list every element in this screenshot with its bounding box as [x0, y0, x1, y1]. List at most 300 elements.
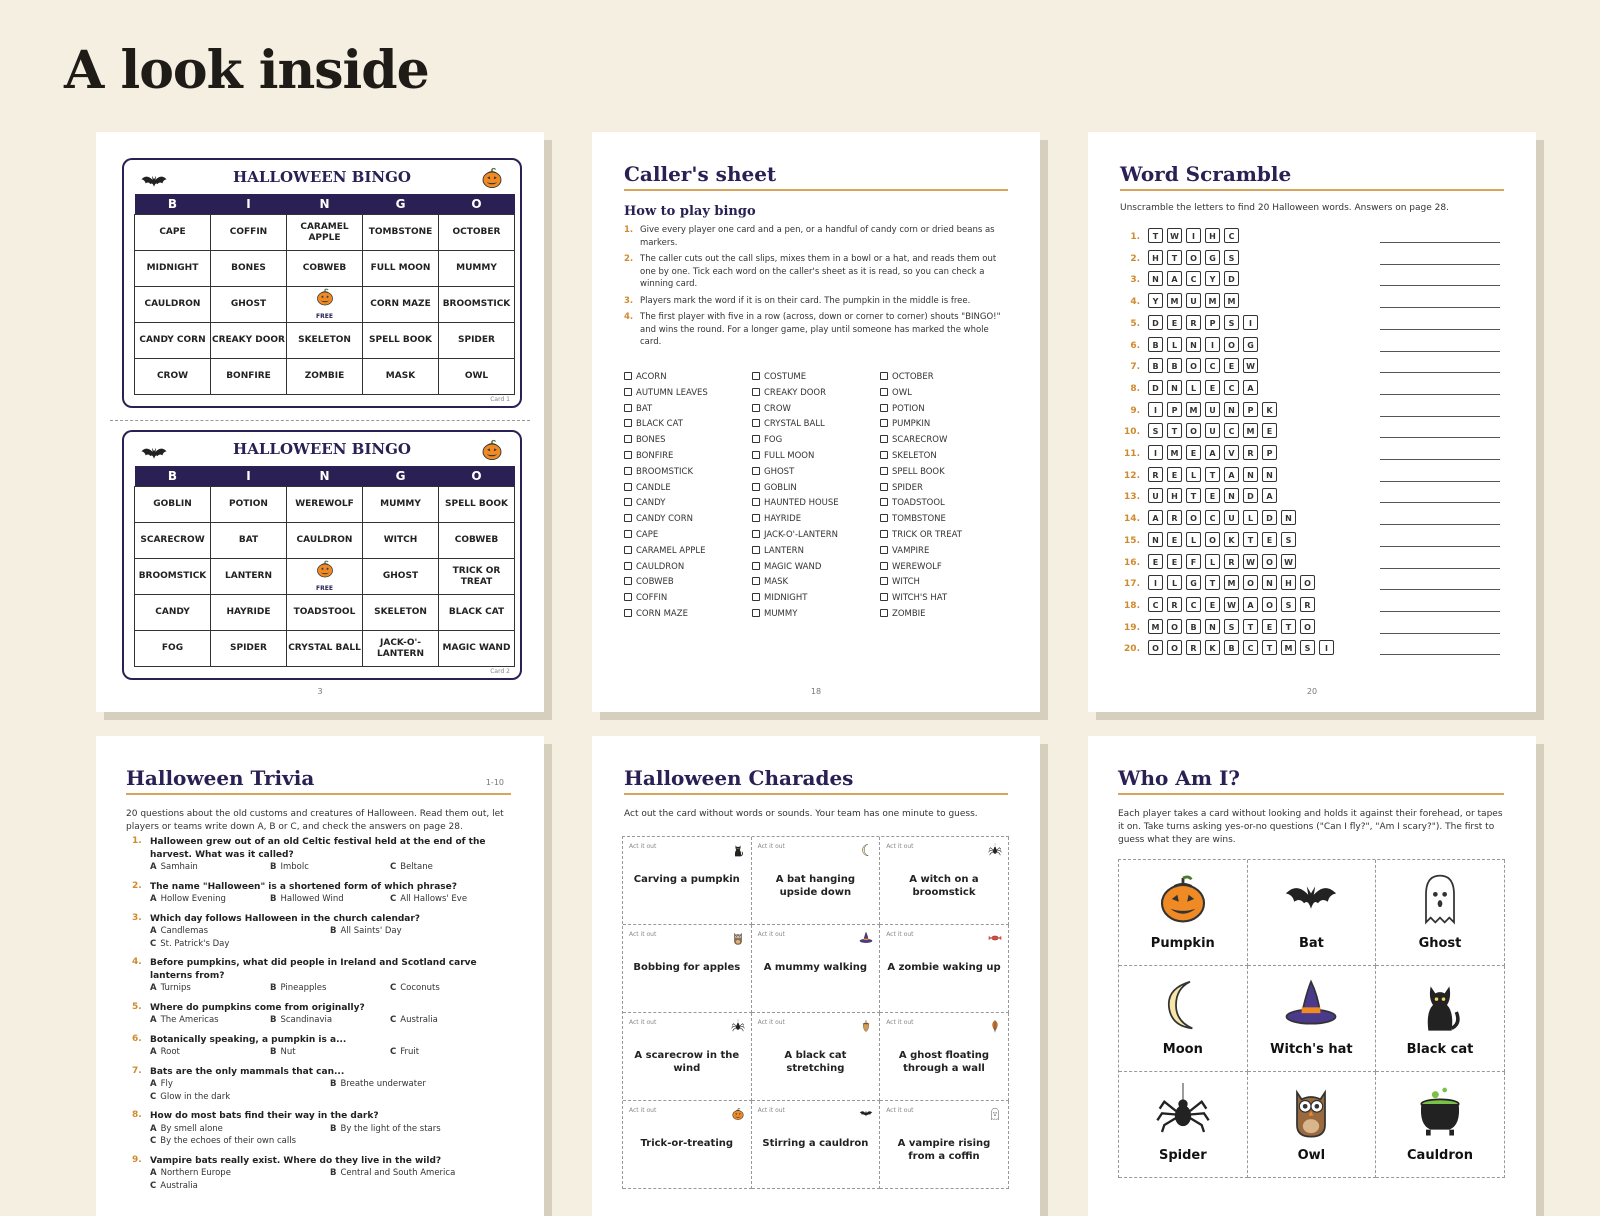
charade-card — [880, 925, 1009, 1013]
answer-option — [270, 1046, 390, 1059]
scramble-number: 2. — [1130, 253, 1140, 264]
checkbox-icon — [752, 498, 760, 506]
checkbox-icon — [880, 593, 888, 601]
checklist-item — [752, 404, 874, 420]
cat-icon — [1412, 977, 1468, 1033]
letter-tile: M — [1243, 423, 1258, 438]
checkbox-icon — [624, 435, 632, 443]
bat-icon — [1283, 871, 1339, 927]
option-text: The Americas — [160, 1015, 219, 1025]
option-text: Central and South America — [340, 1168, 456, 1178]
trivia-page-preview — [96, 736, 544, 1216]
checklist-word: ACORN — [636, 372, 667, 382]
charade-card — [880, 837, 1009, 925]
letter-tiles — [1148, 358, 1262, 377]
word-checklist-column — [624, 372, 746, 625]
scramble-number: 8. — [1130, 383, 1140, 394]
letter-tile: P — [1243, 402, 1258, 417]
letter-tile: Y — [1148, 293, 1163, 308]
checkbox-icon — [880, 514, 888, 522]
letter-tile: C — [1186, 597, 1201, 612]
page-number: 3 — [317, 687, 323, 696]
answer-option — [150, 982, 270, 995]
option-letter: A — [150, 1015, 157, 1025]
who-am-i-card — [1119, 860, 1248, 966]
charade-text: Carving a pumpkin — [633, 874, 740, 885]
question-number: 8. — [132, 1110, 142, 1120]
checklist-word: MAGIC WAND — [764, 561, 822, 572]
option-text: Australia — [160, 1180, 198, 1191]
who-am-i-card — [1248, 860, 1377, 966]
letter-tile: A — [1148, 510, 1163, 525]
bingo-cell: CANDY — [135, 595, 211, 631]
checklist-item — [624, 388, 746, 404]
checklist-item — [752, 435, 874, 451]
letter-tile: P — [1167, 402, 1182, 417]
bingo-page-preview — [96, 132, 544, 712]
checklist-item — [880, 546, 1002, 562]
letter-tile: C — [1224, 423, 1239, 438]
letter-tiles — [1148, 271, 1243, 290]
card-label: Spider — [1158, 1148, 1207, 1163]
checklist-word: WITCH'S HAT — [892, 593, 948, 604]
checkbox-icon — [880, 577, 888, 585]
letter-tile: K — [1205, 640, 1220, 655]
spider-icon — [731, 1018, 745, 1032]
letter-tile: C — [1186, 271, 1201, 286]
letter-tile: O — [1262, 597, 1277, 612]
letter-tile: A — [1224, 467, 1239, 482]
bingo-column-header: I — [211, 194, 287, 215]
letter-tile: E — [1224, 358, 1239, 373]
charades-page-preview — [592, 736, 1040, 1216]
option-letter: A — [150, 983, 157, 993]
bingo-cell: MUMMY — [439, 251, 515, 287]
answer-option — [150, 1167, 330, 1180]
letter-tile: L — [1186, 380, 1201, 395]
option-text: Fruit — [400, 1047, 420, 1057]
letter-tile: B — [1186, 619, 1201, 634]
card-label: Card 1 — [490, 396, 510, 403]
section-title: Halloween Trivia — [126, 766, 511, 795]
letter-tiles — [1148, 488, 1281, 507]
checkbox-icon — [880, 562, 888, 570]
act-it-out-label: Act it out — [886, 1107, 914, 1114]
letter-tile: I — [1186, 228, 1201, 243]
letter-tile: H — [1148, 250, 1163, 265]
answer-option — [330, 925, 510, 938]
free-label: FREE — [316, 585, 333, 592]
card-label: Witch's hat — [1270, 1042, 1353, 1057]
bingo-column-header: B — [135, 466, 211, 487]
checkbox-icon — [624, 546, 632, 554]
checkbox-icon — [880, 483, 888, 491]
who-am-i-grid — [1118, 859, 1505, 1178]
checklist-word: AUTUMN LEAVES — [636, 387, 708, 398]
trivia-question — [126, 881, 511, 906]
checkbox-icon — [624, 514, 632, 522]
instruction-step — [624, 311, 1004, 349]
bingo-cell: OWL — [439, 359, 515, 395]
letter-tile: O — [1148, 640, 1163, 655]
scramble-row — [1118, 597, 1508, 615]
bingo-cell: CAPE — [135, 215, 211, 251]
option-text: All Saints' Day — [340, 926, 402, 936]
checkbox-icon — [624, 498, 632, 506]
letter-tile: N — [1205, 619, 1220, 634]
answer-line — [1380, 416, 1500, 417]
free-space — [287, 559, 363, 595]
option-text: Hallowed Wind — [280, 894, 344, 904]
letter-tile: G — [1205, 250, 1220, 265]
bingo-cell: BONFIRE — [211, 359, 287, 395]
checklist-word: WITCH — [892, 577, 920, 588]
checklist-item — [880, 404, 1002, 420]
letter-tile: S — [1224, 250, 1239, 265]
act-it-out-label: Act it out — [886, 1019, 914, 1026]
letter-tile: O — [1167, 640, 1182, 655]
card-label: Pumpkin — [1150, 936, 1215, 951]
option-letter: A — [150, 1047, 157, 1057]
option-text: Pineapples — [280, 983, 327, 993]
bingo-column-header: N — [287, 466, 363, 487]
bingo-column-header: O — [439, 466, 515, 487]
checkbox-icon — [880, 435, 888, 443]
letter-tile: N — [1262, 575, 1277, 590]
letter-tiles — [1148, 380, 1262, 399]
checklist-item — [752, 467, 874, 483]
answer-line — [1380, 654, 1500, 655]
letter-tile: G — [1243, 337, 1258, 352]
answer-option — [150, 1135, 330, 1148]
page-title: A look inside — [64, 40, 429, 101]
letter-tile: T — [1281, 619, 1296, 634]
letter-tile: E — [1186, 445, 1201, 460]
letter-tile: O — [1186, 423, 1201, 438]
letter-tile: E — [1205, 597, 1220, 612]
letter-tile: E — [1148, 554, 1163, 569]
who-am-i-card — [1119, 1072, 1248, 1178]
answer-line — [1380, 589, 1500, 590]
card-label: Bat — [1298, 936, 1324, 951]
letter-tile: A — [1167, 271, 1182, 286]
letter-tiles — [1148, 619, 1319, 638]
checkbox-icon — [624, 372, 632, 380]
letter-tile: R — [1167, 597, 1182, 612]
question-text: Halloween grew out of an old Celtic festival held at the end of the harvest. What was it called? — [150, 837, 486, 860]
letter-tile: O — [1300, 575, 1315, 590]
checklist-word: GHOST — [764, 466, 795, 477]
letter-tiles — [1148, 532, 1300, 551]
option-letter: C — [150, 1180, 157, 1191]
letter-tile: F — [1186, 554, 1201, 569]
bingo-column-header: O — [439, 194, 515, 215]
checklist-item — [752, 419, 874, 435]
checklist-item — [880, 483, 1002, 499]
charade-card — [752, 837, 881, 925]
answer-options — [150, 893, 511, 906]
letter-tile: E — [1167, 532, 1182, 547]
bingo-card-title: HALLOWEEN BINGO — [233, 168, 411, 186]
checklist-word: COFFIN — [636, 593, 668, 604]
section-title: Who Am I? — [1118, 766, 1504, 795]
answer-option — [390, 982, 510, 995]
letter-tile: T — [1167, 423, 1182, 438]
answer-line — [1380, 481, 1500, 482]
answer-options — [150, 861, 511, 874]
letter-tile: U — [1224, 510, 1239, 525]
checklist-word: CREAKY DOOR — [764, 387, 827, 398]
letter-tile: P — [1262, 445, 1277, 460]
checkbox-icon — [880, 609, 888, 617]
step-number: 4. — [624, 312, 634, 322]
letter-tiles — [1148, 640, 1338, 659]
letter-tile: K — [1224, 532, 1239, 547]
bingo-cell: WEREWOLF — [287, 487, 363, 523]
option-text: Candlemas — [160, 926, 209, 936]
letter-tile: S — [1148, 423, 1163, 438]
checkbox-icon — [624, 419, 632, 427]
letter-tile: T — [1205, 575, 1220, 590]
letter-tile: C — [1205, 510, 1220, 525]
caller-page-preview — [592, 132, 1040, 712]
card-label: Cauldron — [1407, 1148, 1473, 1163]
charade-card — [752, 1101, 881, 1189]
question-number: 3. — [132, 912, 142, 923]
letter-tile: D — [1148, 315, 1163, 330]
option-letter: B — [270, 1047, 277, 1057]
checklist-item — [752, 530, 874, 546]
charade-text: A bat hanging upside down — [775, 874, 856, 898]
option-letter: B — [270, 894, 277, 904]
letter-tile: I — [1148, 445, 1163, 460]
checkbox-icon — [752, 483, 760, 491]
checklist-item — [752, 372, 874, 388]
scramble-number: 1. — [1130, 232, 1140, 242]
checklist-item — [624, 372, 746, 388]
bingo-cell: SKELETON — [363, 595, 439, 631]
letter-tile: O — [1243, 575, 1258, 590]
scramble-row — [1118, 575, 1508, 593]
bingo-cell: COBWEB — [287, 251, 363, 287]
checkbox-icon — [880, 451, 888, 459]
scramble-number: 10. — [1124, 427, 1140, 438]
moon-icon — [1155, 977, 1211, 1033]
scramble-row — [1118, 467, 1508, 485]
answer-line — [1380, 524, 1500, 525]
letter-tile: O — [1186, 510, 1201, 525]
checkbox-icon — [752, 372, 760, 380]
bingo-cell: BONES — [211, 251, 287, 287]
letter-tile: E — [1262, 619, 1277, 634]
checklist-word: CORN MAZE — [636, 608, 688, 619]
checklist-item — [880, 577, 1002, 593]
option-letter: A — [150, 926, 157, 936]
checklist-item — [624, 404, 746, 420]
section-title: Halloween Charades — [624, 766, 1008, 795]
question-text: Botanically speaking, a pumpkin is a... — [150, 1034, 347, 1045]
checklist-word: JACK-O'-LANTERN — [764, 529, 838, 540]
scramble-row — [1118, 250, 1508, 268]
letter-tile: P — [1205, 315, 1220, 330]
charade-text: A vampire rising from a coffin — [897, 1138, 991, 1162]
pumpkin-icon — [315, 559, 335, 579]
checklist-word: FOG — [764, 435, 783, 446]
answer-line — [1380, 568, 1500, 569]
option-text: Turnips — [160, 983, 191, 993]
instruction-step — [624, 253, 1004, 291]
charade-card — [623, 1101, 752, 1189]
checklist-word: SPIDER — [892, 482, 923, 493]
charade-card — [752, 1013, 881, 1101]
scramble-row — [1118, 358, 1508, 376]
checkbox-icon — [624, 593, 632, 601]
scramble-number: 4. — [1130, 297, 1140, 308]
letter-tiles — [1148, 315, 1262, 334]
option-text: Coconuts — [400, 983, 440, 993]
bat-icon — [859, 1106, 873, 1120]
answer-line — [1380, 437, 1500, 438]
instructions-list — [624, 224, 1004, 353]
bingo-cell: GHOST — [363, 559, 439, 595]
checklist-word: COSTUME — [764, 372, 807, 382]
bingo-cell: WITCH — [363, 523, 439, 559]
question-text: Bats are the only mammals that can... — [150, 1066, 345, 1077]
bingo-cell: MAGIC WAND — [439, 631, 515, 667]
scramble-number: 7. — [1130, 362, 1140, 373]
checklist-word: PUMPKIN — [892, 419, 931, 430]
bingo-cell: CANDY CORN — [135, 323, 211, 359]
scramble-number: 14. — [1124, 514, 1140, 525]
checklist-word: CARAMEL APPLE — [636, 545, 706, 556]
answer-option — [390, 861, 510, 874]
option-text: Root — [160, 1047, 180, 1057]
section-intro: 20 questions about the old customs and creatures of Halloween. Read them out, let players or teams write down A, B or C, and check the answers on page 28. — [126, 809, 504, 832]
charade-card — [623, 837, 752, 925]
who-am-i-card — [1248, 966, 1377, 1072]
act-it-out-label: Act it out — [757, 1107, 785, 1114]
letter-tile: R — [1167, 510, 1182, 525]
bingo-cell: TOMBSTONE — [363, 215, 439, 251]
scramble-number: 15. — [1124, 535, 1140, 546]
checklist-item — [752, 609, 874, 625]
answer-option — [150, 1123, 330, 1136]
scramble-number: 19. — [1124, 622, 1140, 633]
option-letter: B — [270, 983, 277, 993]
option-text: Hollow Evening — [160, 894, 226, 904]
checklist-word: BROOMSTICK — [636, 466, 694, 477]
letter-tile: M — [1167, 445, 1182, 460]
option-letter: C — [390, 1047, 397, 1057]
answer-option — [270, 893, 390, 906]
answer-option — [390, 1046, 510, 1059]
pumpkin-icon — [480, 438, 504, 466]
letter-tile: T — [1148, 228, 1163, 243]
section-title: Caller's sheet — [624, 162, 1008, 191]
scramble-row — [1118, 619, 1508, 637]
bingo-cell: BAT — [211, 523, 287, 559]
option-letter: B — [330, 1123, 337, 1134]
charade-text: A black cat stretching — [784, 1050, 847, 1074]
bingo-cell: SPIDER — [211, 631, 287, 667]
checklist-item — [880, 514, 1002, 530]
letter-tile: U — [1148, 488, 1163, 503]
who-am-i-card — [1248, 1072, 1377, 1178]
letter-tiles — [1148, 337, 1262, 356]
bingo-cell: CREAKY DOOR — [211, 323, 287, 359]
acorn-icon — [859, 1018, 873, 1032]
letter-tile: N — [1224, 402, 1239, 417]
step-text: Give every player one card and a pen, or a handful of candy corn or dried beans as markers. — [640, 225, 995, 248]
bingo-column-header: G — [363, 466, 439, 487]
letter-tile: D — [1148, 380, 1163, 395]
option-text: By smell alone — [160, 1123, 223, 1134]
answer-option — [330, 1167, 510, 1180]
letter-tile: E — [1262, 532, 1277, 547]
answer-option — [150, 1014, 270, 1027]
checklist-item — [624, 467, 746, 483]
letter-tile: W — [1167, 228, 1182, 243]
answer-option — [330, 1078, 510, 1091]
letter-tile: R — [1148, 467, 1163, 482]
letter-tile: T — [1186, 488, 1201, 503]
checklist-word: CRYSTAL BALL — [764, 419, 825, 430]
answer-option — [150, 1046, 270, 1059]
letter-tile: R — [1243, 445, 1258, 460]
answer-line — [1380, 242, 1500, 243]
checklist-word: HAUNTED HOUSE — [764, 498, 839, 509]
bingo-cell: BROOMSTICK — [439, 287, 515, 323]
charade-text: A ghost floating through a wall — [898, 1050, 990, 1074]
checkbox-icon — [624, 577, 632, 585]
charade-card — [623, 925, 752, 1013]
scramble-row — [1118, 423, 1508, 441]
answer-line — [1380, 611, 1500, 612]
checklist-word: SCARECROW — [892, 435, 948, 446]
checkbox-icon — [752, 435, 760, 443]
option-letter: A — [150, 862, 157, 872]
letter-tile: L — [1205, 554, 1220, 569]
bingo-cell: COBWEB — [439, 523, 515, 559]
act-it-out-label: Act it out — [886, 843, 914, 850]
option-text: Scandinavia — [280, 1015, 333, 1025]
checklist-item — [752, 514, 874, 530]
option-text: Nut — [280, 1047, 296, 1057]
option-letter: A — [150, 1123, 157, 1134]
checklist-word: CANDY — [636, 498, 666, 509]
act-it-out-label: Act it out — [886, 931, 914, 938]
checklist-word: VAMPIRE — [892, 545, 930, 556]
bingo-grid — [134, 194, 515, 395]
letter-tile: G — [1186, 575, 1201, 590]
scramble-number: 3. — [1130, 275, 1140, 286]
answer-option — [150, 1078, 330, 1091]
trivia-question — [126, 1155, 511, 1193]
answer-options — [150, 1014, 511, 1027]
charade-card — [880, 1013, 1009, 1101]
letter-tile: D — [1224, 271, 1239, 286]
bingo-grid — [134, 466, 515, 667]
option-letter: C — [150, 1091, 157, 1102]
checklist-item — [624, 483, 746, 499]
answer-line — [1380, 351, 1500, 352]
letter-tile: R — [1224, 554, 1239, 569]
checklist-item — [880, 388, 1002, 404]
letter-tile: K — [1262, 402, 1277, 417]
question-text: Which day follows Halloween in the church calendar? — [150, 913, 421, 924]
letter-tiles — [1148, 554, 1300, 573]
letter-tiles — [1148, 293, 1243, 312]
